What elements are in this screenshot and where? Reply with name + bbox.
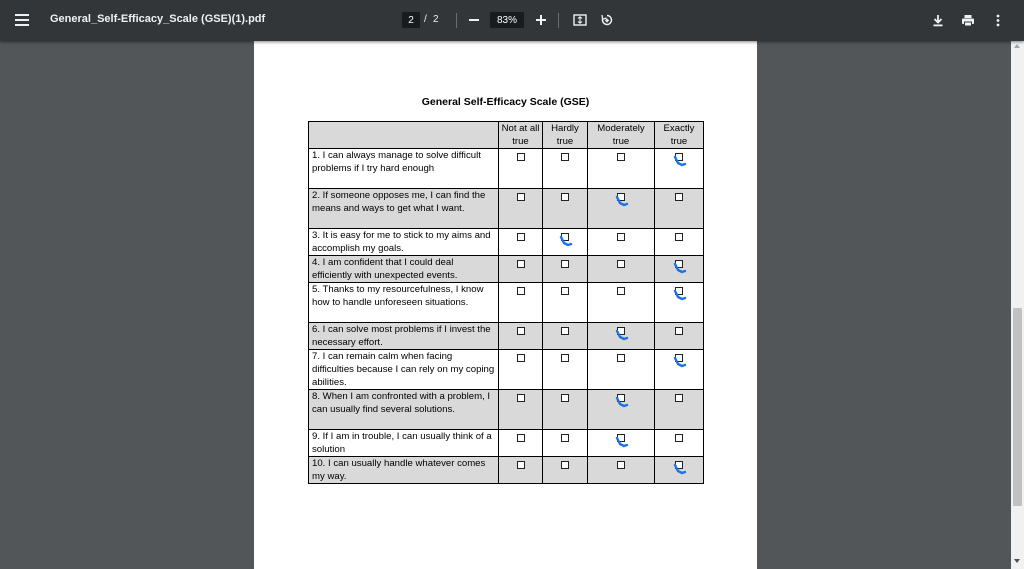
scroll-down-icon[interactable] [1014, 559, 1020, 563]
statement-text: 2. If someone opposes me, I can find the means and ways to get what I want. [309, 189, 499, 229]
pdf-toolbar [0, 0, 1024, 41]
table-row [309, 256, 704, 283]
checkbox[interactable] [617, 461, 625, 469]
response-cell[interactable] [588, 390, 655, 430]
response-cell[interactable] [543, 390, 588, 430]
zoom-input[interactable]: 83% [490, 12, 524, 28]
statement-column-header [309, 122, 499, 149]
response-cell[interactable] [588, 149, 655, 189]
response-cell[interactable] [543, 229, 588, 256]
table-header-row [309, 122, 704, 149]
response-cell[interactable] [499, 283, 543, 323]
zoom-in-icon[interactable] [533, 12, 549, 28]
response-cell[interactable] [588, 350, 655, 390]
checkbox[interactable] [517, 394, 525, 402]
response-cell[interactable] [655, 256, 704, 283]
column-header: Hardly true [543, 122, 588, 149]
response-cell[interactable] [499, 350, 543, 390]
table-row [309, 189, 704, 229]
statement-text: 3. It is easy for me to stick to my aims and accomplish my goals. [309, 229, 499, 256]
gse-table [308, 121, 704, 484]
column-header: Not at all true [499, 122, 543, 149]
pen-mark-icon [615, 195, 629, 207]
statement-text: 8. When I am confronted with a problem, I can usually find several solutions. [309, 390, 499, 430]
response-cell[interactable] [655, 283, 704, 323]
checkbox[interactable] [517, 193, 525, 201]
document-title: General_Self-Efficacy_Scale (GSE)(1).pdf [50, 13, 266, 25]
response-cell[interactable] [655, 430, 704, 457]
statement-text: 10. I can usually handle whatever comes my way. [309, 457, 499, 484]
response-cell[interactable] [499, 149, 543, 189]
response-cell[interactable] [655, 189, 704, 229]
response-cell[interactable] [588, 430, 655, 457]
column-header: Exactly true [655, 122, 704, 149]
statement-text: 4. I am confident that I could deal efficiently with unexpected events. [309, 256, 499, 283]
checkbox[interactable] [675, 394, 683, 402]
checkbox[interactable] [517, 153, 525, 161]
checkbox[interactable] [561, 434, 569, 442]
checkbox[interactable] [517, 260, 525, 268]
pen-mark-icon [559, 235, 573, 247]
checkbox[interactable] [561, 461, 569, 469]
pen-mark-icon [673, 155, 687, 167]
response-cell[interactable] [499, 457, 543, 484]
print-icon[interactable] [959, 11, 977, 29]
scale-title: General Self-Efficacy Scale (GSE) [421, 96, 590, 108]
response-cell[interactable] [655, 149, 704, 189]
response-cell[interactable] [588, 457, 655, 484]
column-header: Moderately true [588, 122, 655, 149]
statement-text: 9. If I am in trouble, I can usually think of a solution [309, 430, 499, 457]
checkbox[interactable] [561, 327, 569, 335]
checkbox[interactable] [561, 394, 569, 402]
pen-mark-icon [673, 289, 687, 301]
response-cell[interactable] [655, 457, 704, 484]
response-cell[interactable] [543, 350, 588, 390]
response-cell[interactable] [543, 457, 588, 484]
table-row [309, 457, 704, 484]
pen-mark-icon [615, 436, 629, 448]
checkbox[interactable] [517, 461, 525, 469]
pen-mark-icon [673, 262, 687, 274]
scrollbar-thumb[interactable] [1013, 308, 1022, 506]
page-number-input[interactable]: 2 [402, 12, 420, 28]
rotate-icon[interactable] [598, 11, 616, 29]
response-cell[interactable] [543, 189, 588, 229]
response-cell[interactable] [588, 323, 655, 350]
checkbox[interactable] [561, 260, 569, 268]
checkbox[interactable] [561, 354, 569, 362]
checkbox[interactable] [561, 153, 569, 161]
response-cell[interactable] [543, 283, 588, 323]
response-cell[interactable] [499, 189, 543, 229]
table-row [309, 430, 704, 457]
pen-mark-icon [615, 329, 629, 341]
checkbox[interactable] [617, 354, 625, 362]
checkbox[interactable] [675, 193, 683, 201]
pen-mark-icon [673, 463, 687, 475]
download-icon[interactable] [929, 11, 947, 29]
response-cell[interactable] [588, 189, 655, 229]
statement-text: 6. I can solve most problems if I invest the necessary effort. [309, 323, 499, 350]
statement-text: 1. I can always manage to solve difficult problems if I try hard enough [309, 149, 499, 189]
fit-to-page-icon[interactable] [571, 11, 589, 29]
response-cell[interactable] [499, 323, 543, 350]
checkbox[interactable] [675, 327, 683, 335]
response-cell[interactable] [588, 229, 655, 256]
table-row [309, 283, 704, 323]
table-row [309, 229, 704, 256]
checkbox[interactable] [617, 153, 625, 161]
response-cell[interactable] [588, 256, 655, 283]
scroll-up-icon[interactable] [1014, 44, 1020, 48]
page-separator: / [424, 14, 427, 25]
response-cell[interactable] [499, 430, 543, 457]
table-row [309, 149, 704, 189]
checkbox[interactable] [517, 434, 525, 442]
statement-text: 5. Thanks to my resourcefulness, I know how to handle unforeseen situations. [309, 283, 499, 323]
response-cell[interactable] [543, 323, 588, 350]
checkbox[interactable] [517, 233, 525, 241]
response-cell[interactable] [499, 229, 543, 256]
table-row [309, 350, 704, 390]
checkbox[interactable] [617, 260, 625, 268]
checkbox[interactable] [675, 434, 683, 442]
statement-text: 7. I can remain calm when facing difficulties because I can rely on my coping abilities. [309, 350, 499, 390]
pen-mark-icon [673, 356, 687, 368]
checkbox[interactable] [561, 287, 569, 295]
checkbox[interactable] [517, 287, 525, 295]
response-cell[interactable] [655, 229, 704, 256]
zoom-out-icon[interactable] [466, 12, 482, 28]
page-total: 2 [433, 14, 439, 25]
response-cell[interactable] [543, 430, 588, 457]
checkbox[interactable] [675, 233, 683, 241]
menu-icon[interactable] [12, 10, 32, 30]
table-row [309, 323, 704, 350]
checkbox[interactable] [517, 354, 525, 362]
checkbox[interactable] [517, 327, 525, 335]
response-cell[interactable] [499, 256, 543, 283]
response-cell[interactable] [588, 283, 655, 323]
response-cell[interactable] [655, 350, 704, 390]
response-cell[interactable] [655, 323, 704, 350]
toolbar-divider [456, 13, 457, 28]
toolbar-divider [558, 13, 559, 28]
response-cell[interactable] [543, 149, 588, 189]
pen-mark-icon [615, 396, 629, 408]
table-row [309, 390, 704, 430]
checkbox[interactable] [561, 193, 569, 201]
response-cell[interactable] [499, 390, 543, 430]
checkbox[interactable] [617, 233, 625, 241]
more-options-icon[interactable] [989, 11, 1007, 29]
response-cell[interactable] [655, 390, 704, 430]
checkbox[interactable] [617, 287, 625, 295]
response-cell[interactable] [543, 256, 588, 283]
pdf-page [254, 41, 757, 569]
